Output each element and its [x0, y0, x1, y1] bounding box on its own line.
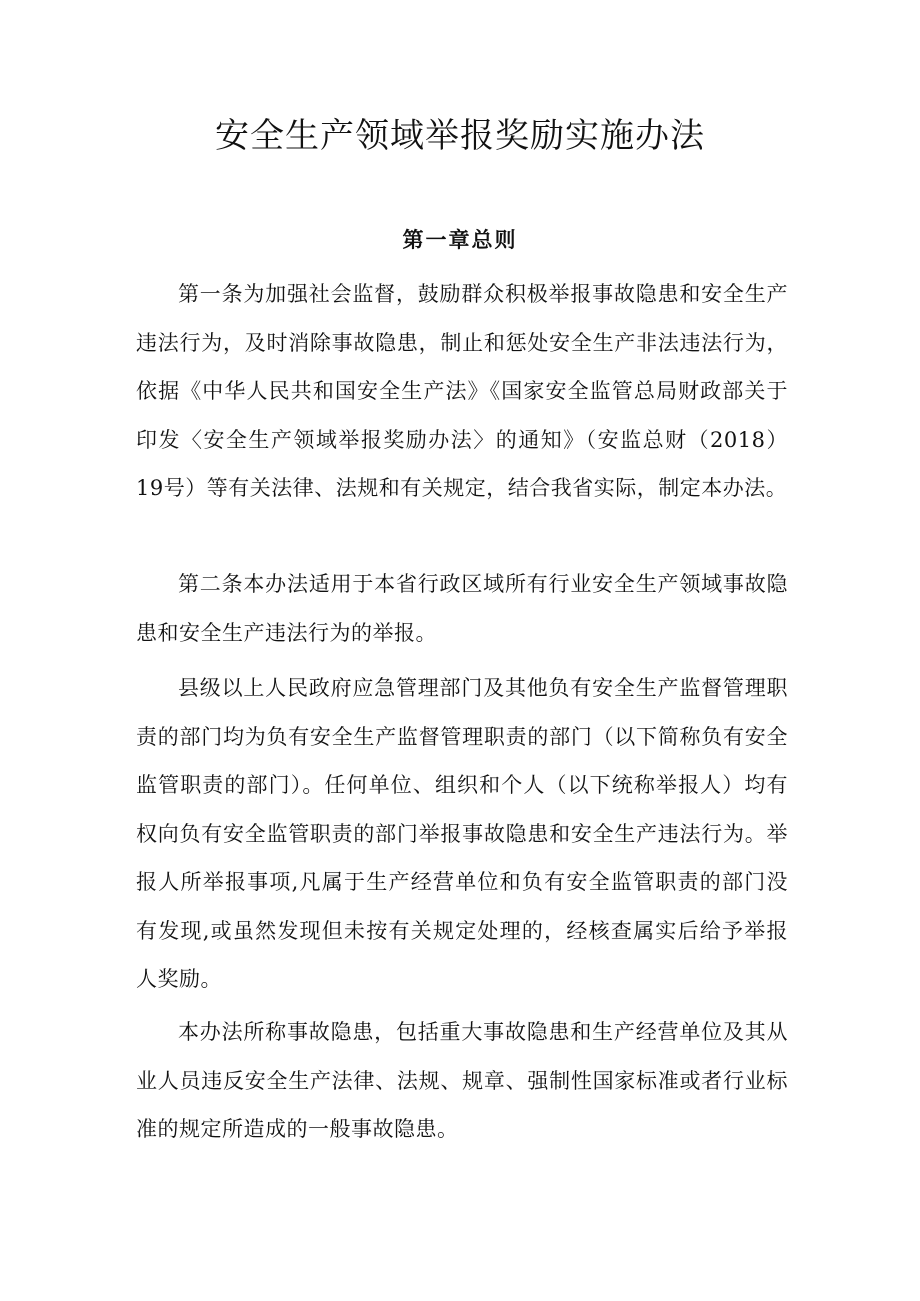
paragraph-supervision-departments: 县级以上人民政府应急管理部门及其他负有安全生产监督管理职责的部门均为负有安全生产监督管理职责的部门（以下简称负有安全监管职责的部门）。任何单位、组织和个人（以下统称举报人）均有权向负有安全监管职责的部门举报事故隐患和安全生产违法行为。举报人所举报事项,凡属于生产经营单位和负有安全监管职责的部门没有发现,或虽然发现但未按有关规定处理的，经核查属实后给予举报人奖励。	[136, 676, 788, 991]
paragraph-article-2: 第二条本办法适用于本省行政区域所有行业安全生产领域事故隐患和安全生产违法行为的举报。	[136, 572, 788, 645]
paragraph-article-1: 第一条为加强社会监督，鼓励群众积极举报事故隐患和安全生产违法行为，及时消除事故隐患，制止和惩处安全生产非法违法行为，依据《中华人民共和国安全生产法》《国家安全监管总局财政部关于印发〈安全生产领域举报奖励办法〉的通知》（安监总财（2018）19号）等有关法律、法规和有关规定，结合我省实际，制定本办法。	[136, 282, 788, 500]
paragraph-hidden-danger-definition: 本办法所称事故隐患，包括重大事故隐患和生产经营单位及其从业人员违反安全生产法律、法规、规章、强制性国家标准或者行业标准的规定所造成的一般事故隐患。	[136, 1020, 788, 1141]
document-title: 安全生产领域举报奖励实施办法	[215, 116, 705, 156]
chapter-title: 第一章总则	[402, 227, 518, 252]
